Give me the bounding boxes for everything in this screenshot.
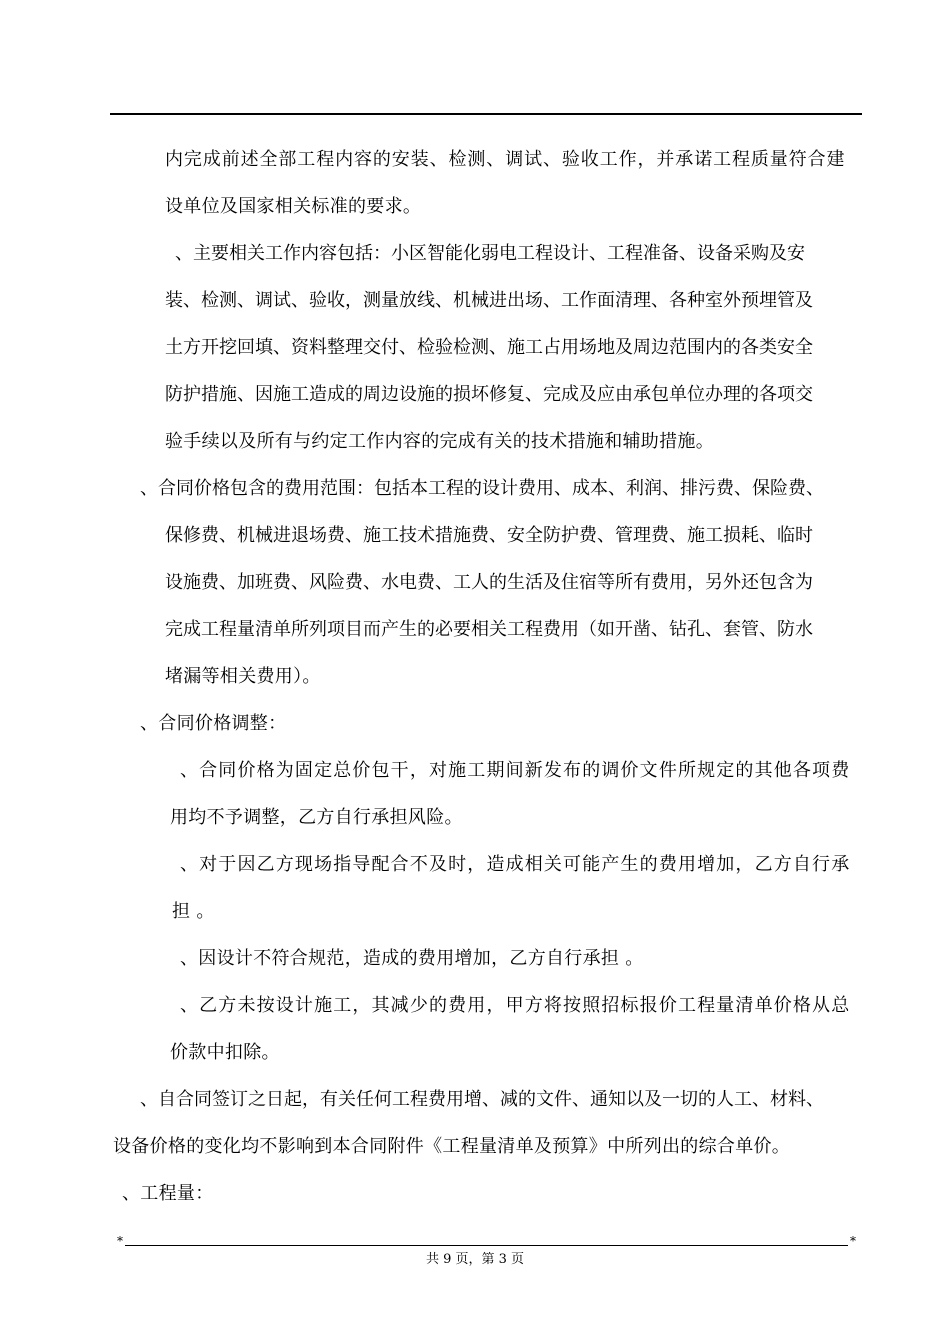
page-number: 共 9 页，第 3 页 [425, 1252, 525, 1267]
text-line: 、工程量： [122, 1183, 214, 1204]
text-line: 装、检测、调试、验收，测量放线、机械进出场、工作面清理、各种室外预埋管及 [165, 290, 813, 311]
text-line: 设施费、加班费、风险费、水电费、工人的生活及住宿等所有费用，另外还包含为 [165, 572, 813, 593]
text-line: 防护措施、因施工造成的周边设施的损坏修复、完成及应由承包单位办理的各项交 [165, 384, 813, 405]
text-line: 价款中扣除。 [170, 1042, 280, 1063]
text-line: 、自合同签订之日起，有关任何工程费用增、减的文件、通知以及一切的人工、材料、 [140, 1089, 824, 1110]
footer-star-left: * [117, 1234, 123, 1248]
text-line: 、合同价格调整： [140, 713, 287, 734]
text-line: 、乙方未按设计施工，其减少的费用，甲方将按照招标报价工程量清单价格从总 [180, 995, 851, 1016]
text-line: 、对于因乙方现场指导配合不及时，造成相关可能产生的费用增加，乙方自行承 [180, 854, 851, 875]
text-line: 、主要相关工作内容包括：小区智能化弱电工程设计、工程准备、设备采购及安 [175, 243, 805, 264]
text-line: 验手续以及所有与约定工作内容的完成有关的技术措施和辅助措施。 [165, 431, 714, 452]
text-line: 、因设计不符合规范，造成的费用增加，乙方自行承担 。 [180, 948, 644, 969]
text-line: 担 。 [172, 901, 215, 922]
footer-rule [125, 1245, 848, 1246]
text-line: 保修费、机械进退场费、施工技术措施费、安全防护费、管理费、施工损耗、临时 [165, 525, 813, 546]
text-line: 设单位及国家相关标准的要求。 [165, 196, 422, 217]
text-line: 堵漏等相关费用）。 [165, 666, 321, 687]
header-rule [110, 113, 862, 115]
text-line: 土方开挖回填、资料整理交付、检验检测、施工占用场地及周边范围内的各类安全 [165, 337, 813, 358]
text-line: 内完成前述全部工程内容的安装、检测、调试、验收工作，并承诺工程质量符合建 [165, 149, 846, 170]
text-line: 、合同价格为固定总价包干，对施工期间新发布的调价文件所规定的其他各项费 [180, 760, 851, 781]
text-line: 设备价格的变化均不影响到本合同附件《工程量清单及预算》中所列出的综合单价。 [113, 1136, 791, 1157]
footer-star-right: * [850, 1234, 856, 1248]
text-line: 、合同价格包含的费用范围：包括本工程的设计费用、成本、利润、排污费、保险费、 [140, 478, 824, 499]
text-line: 用均不予调整，乙方自行承担风险。 [170, 807, 463, 828]
text-line: 完成工程量清单所列项目而产生的必要相关工程费用（如开凿、钻孔、套管、防水 [165, 619, 813, 640]
